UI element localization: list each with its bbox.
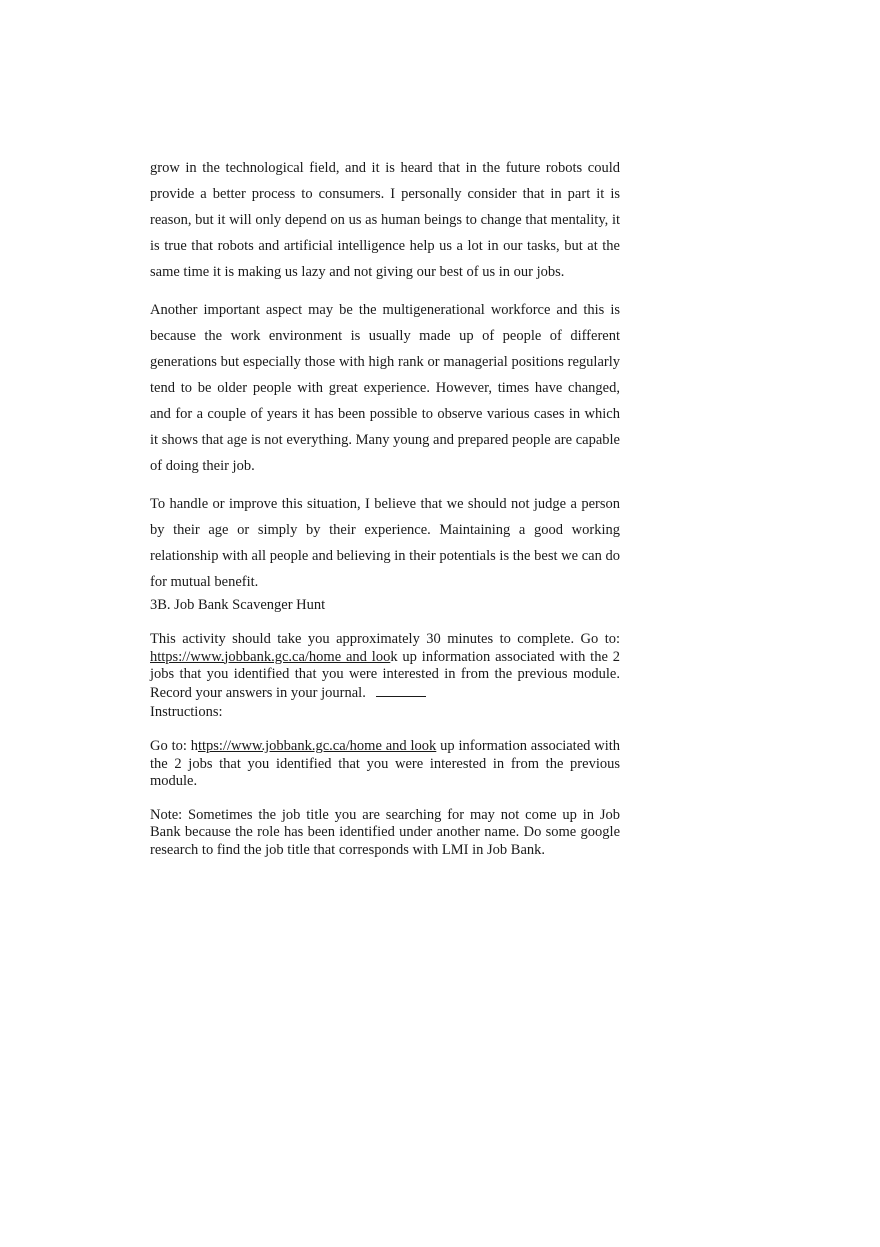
note-paragraph: Note: Sometimes the job title you are searching for may not come up in Job Bank because the role has been identified under another name. Do some google research to find the job title that corresponds with LMI in Job Bank. (150, 806, 620, 858)
goto-prefix: Go to: h (150, 738, 198, 754)
paragraph-multigenerational: Another important aspect may be the multigenerational workforce and this is because the work environment is usually made up of people of different generations but especially those with high rank or managerial positions regularly tend to be older people with great experience. However, times have changed, and for a couple of years it has been possible to observe various cases in which it shows that age is not everything. Many young and prepared people are capable of doing their job. (150, 302, 620, 474)
activity-intro: This activity should take you approximately 30 minutes to complete. Go to: (150, 631, 620, 647)
paragraph-improvement: To handle or improve this situation, I believe that we should not judge a person by their age or simply by their experience. Maintaining a good working relationship with all people and believing in their potentials is the best we can do for mutual benefit. (150, 496, 620, 590)
goto-paragraph (150, 738, 620, 791)
paragraph-technology: grow in the technological field, and it is heard that in the future robots could provide a better process to consumers. I personally consider that in part it is reason, but it will only depend on us as human beings to change that mentality, it is true that robots and artificial intelligence help us a lot in our tasks, but at the same time it is making us lazy and not giving our best of us in our jobs. (150, 160, 620, 280)
section-heading: 3B. Job Bank Scavenger Hunt (150, 597, 326, 613)
jobbank-link-2[interactable]: ttps://www.jobbank.gc.ca/home and look (197, 738, 437, 754)
goto-rest: up information associated with the 2 jobs that you identified that you were interested in from the previous module. (150, 738, 621, 789)
answer-blank (376, 684, 426, 697)
activity-paragraph (150, 631, 620, 702)
instructions-label: Instructions: (150, 704, 223, 720)
activity-rest: k up information associated with the 2 jobs that you identified that you were interested in from the previous module. Record your answers in your journal. (150, 648, 620, 701)
document-page (150, 155, 620, 859)
jobbank-link[interactable]: https://www.jobbank.gc.ca/home and loo (150, 648, 391, 665)
